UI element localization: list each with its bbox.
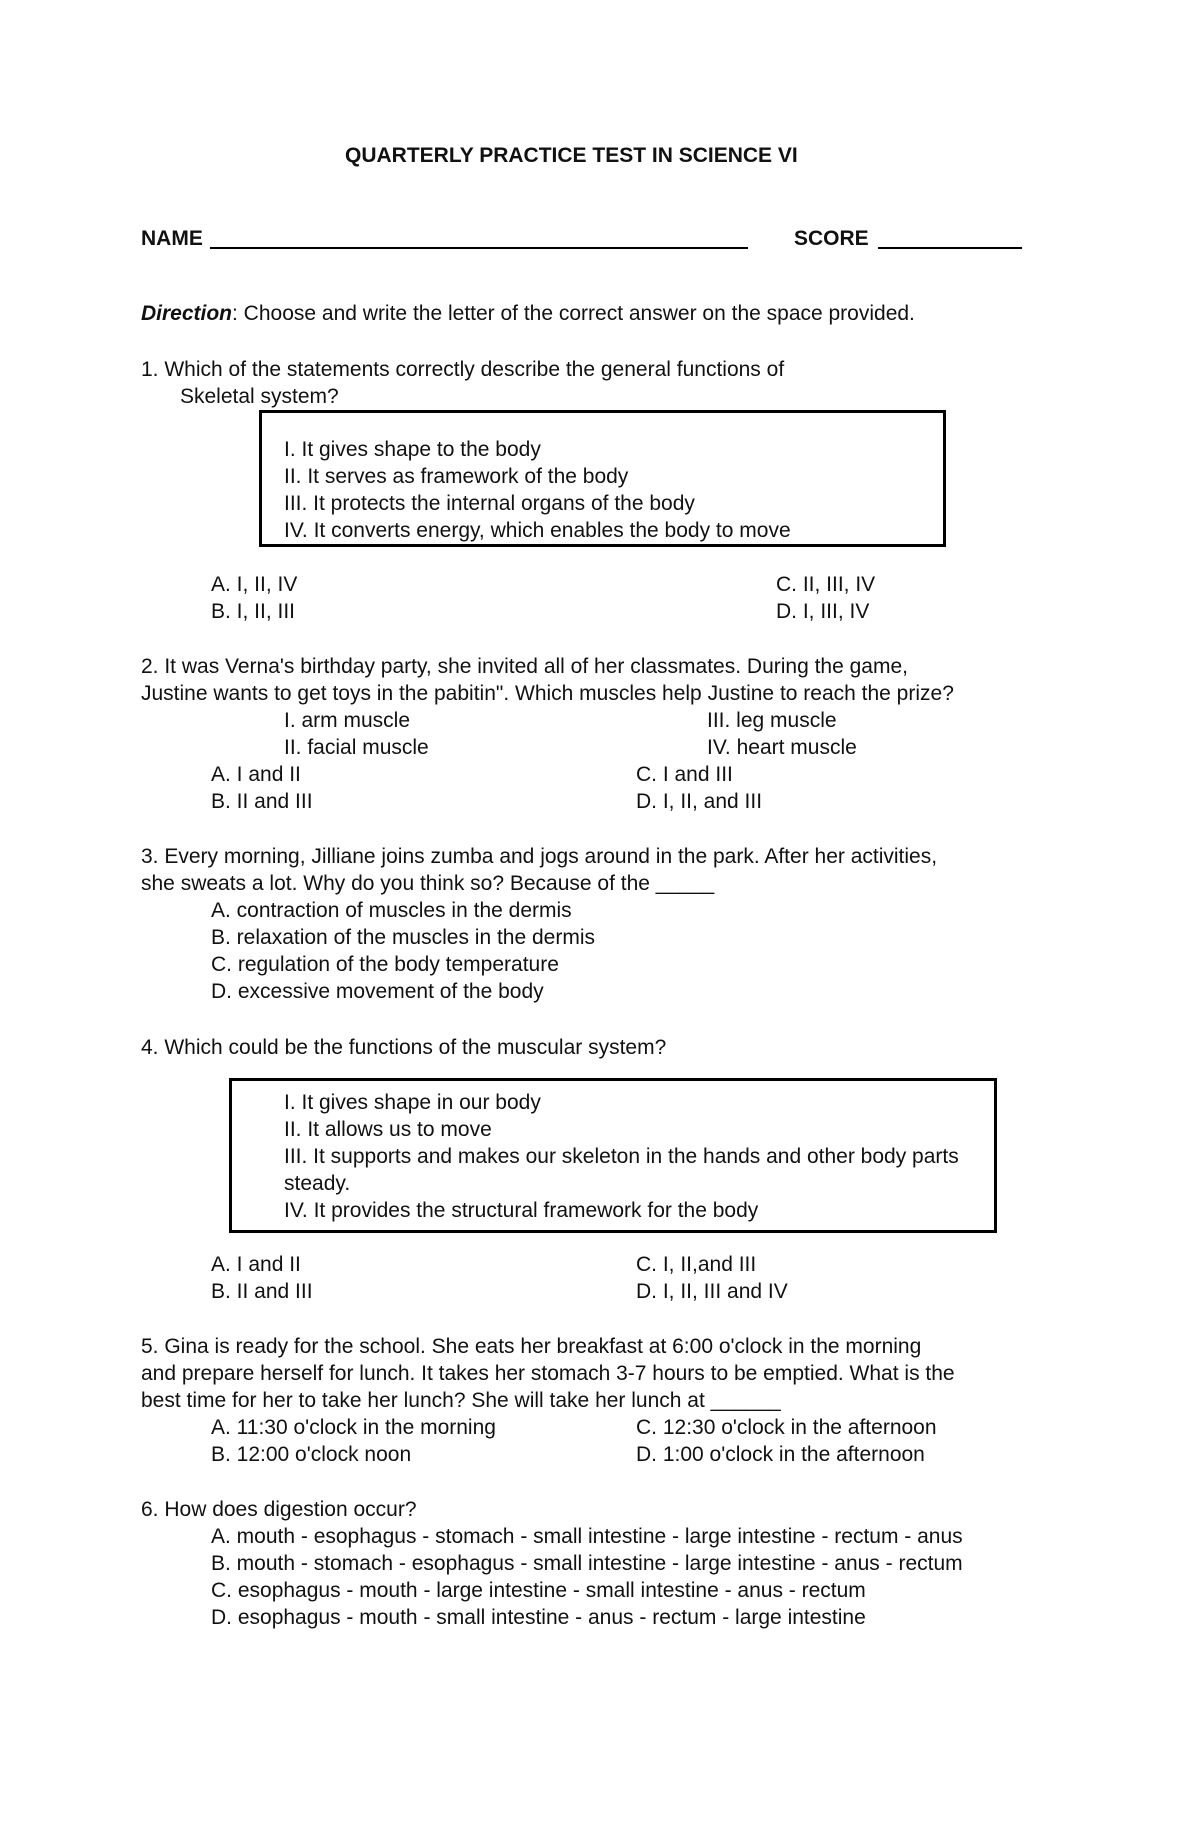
q6-choice-d[interactable]: D. esophagus - mouth - small intestine - anus - rectum - large intestine: [211, 1606, 866, 1629]
q2-stem-line2: Justine wants to get toys in the pabitin". Which muscles help Justine to reach the prize?: [141, 682, 954, 705]
q2-choice-d[interactable]: D. I, II, and III: [636, 790, 763, 813]
q4-statement-3-cont: steady.: [284, 1172, 351, 1195]
q2-stem-line1: 2. It was Verna's birthday party, she invited all of her classmates. During the game,: [141, 655, 908, 678]
q5-stem-line2: and prepare herself for lunch. It takes her stomach 3-7 hours to be emptied. What is the: [141, 1362, 955, 1385]
q3-stem-line2: she sweats a lot. Why do you think so? Because of the _____: [141, 872, 715, 895]
q5-stem-line3: best time for her to take her lunch? She will take her lunch at ______: [141, 1389, 781, 1412]
page-title: QUARTERLY PRACTICE TEST IN SCIENCE VI: [345, 144, 798, 167]
q5-choice-c[interactable]: C. 12:30 o'clock in the afternoon: [636, 1416, 937, 1439]
q5-choice-d[interactable]: D. 1:00 o'clock in the afternoon: [636, 1443, 925, 1466]
q5-choice-a[interactable]: A. 11:30 o'clock in the morning: [211, 1416, 496, 1439]
q5-choice-b[interactable]: B. 12:00 o'clock noon: [211, 1443, 412, 1466]
q1-stem-line1: 1. Which of the statements correctly describe the general functions of: [141, 358, 785, 381]
q2-choice-c[interactable]: C. I and III: [636, 763, 733, 786]
q1-statement-1: I. It gives shape to the body: [284, 438, 541, 461]
q1-choice-d[interactable]: D. I, III, IV: [776, 600, 870, 623]
q4-statement-2: II. It allows us to move: [284, 1118, 492, 1141]
direction: [141, 300, 915, 327]
q3-choice-b[interactable]: B. relaxation of the muscles in the dermis: [211, 926, 596, 949]
q4-choice-b[interactable]: B. II and III: [211, 1280, 313, 1303]
q2-item-3: III. leg muscle: [707, 709, 837, 732]
q3-choice-a[interactable]: A. contraction of muscles in the dermis: [211, 899, 572, 922]
q4-statement-4: IV. It provides the structural framework for the body: [284, 1199, 759, 1222]
q1-choice-a[interactable]: A. I, II, IV: [211, 573, 298, 596]
q4-statement-3: III. It supports and makes our skeleton in the hands and other body parts: [284, 1145, 959, 1168]
score-label: [794, 225, 869, 252]
q1-choice-c[interactable]: C. II, III, IV: [776, 573, 876, 596]
score-label-text: SCORE: [794, 227, 869, 250]
name-line[interactable]: [210, 247, 748, 249]
score-line[interactable]: [878, 247, 1022, 249]
q4-choice-d[interactable]: D. I, II, III and IV: [636, 1280, 788, 1303]
q4-choice-a[interactable]: A. I and II: [211, 1253, 301, 1276]
q1-statement-2: II. It serves as framework of the body: [284, 465, 629, 488]
q4-statement-1: I. It gives shape in our body: [284, 1091, 541, 1114]
q6-choice-a[interactable]: A. mouth - esophagus - stomach - small intestine - large intestine - rectum - anus: [211, 1525, 963, 1548]
q2-item-2: II. facial muscle: [284, 736, 429, 759]
name-label: [141, 225, 203, 252]
q2-choice-b[interactable]: B. II and III: [211, 790, 313, 813]
q6-choice-b[interactable]: B. mouth - stomach - esophagus - small intestine - large intestine - anus - rectum: [211, 1552, 963, 1575]
q2-item-4: IV. heart muscle: [707, 736, 857, 759]
q5-stem-line1: 5. Gina is ready for the school. She eats her breakfast at 6:00 o'clock in the morning: [141, 1335, 922, 1358]
name-label-text: NAME: [141, 227, 203, 250]
q1-statement-4: IV. It converts energy, which enables the body to move: [284, 519, 791, 542]
q4-stem: 4. Which could be the functions of the muscular system?: [141, 1036, 667, 1059]
q1-stem-line2: Skeletal system?: [180, 385, 339, 408]
q1-statement-3: III. It protects the internal organs of the body: [284, 492, 695, 515]
q6-stem: 6. How does digestion occur?: [141, 1498, 417, 1521]
q3-stem-line1: 3. Every morning, Jilliane joins zumba and jogs around in the park. After her activities,: [141, 845, 938, 868]
q2-choice-a[interactable]: A. I and II: [211, 763, 301, 786]
q1-choice-b[interactable]: B. I, II, III: [211, 600, 296, 623]
q6-choice-c[interactable]: C. esophagus - mouth - large intestine - small intestine - anus - rectum: [211, 1579, 866, 1602]
direction-label: Direction: [141, 302, 233, 325]
q3-choice-c[interactable]: C. regulation of the body temperature: [211, 953, 559, 976]
q3-choice-d[interactable]: D. excessive movement of the body: [211, 980, 544, 1003]
direction-text: : Choose and write the letter of the correct answer on the space provided.: [232, 302, 915, 325]
q2-item-1: I. arm muscle: [284, 709, 411, 732]
q4-choice-c[interactable]: C. I, II,and III: [636, 1253, 757, 1276]
